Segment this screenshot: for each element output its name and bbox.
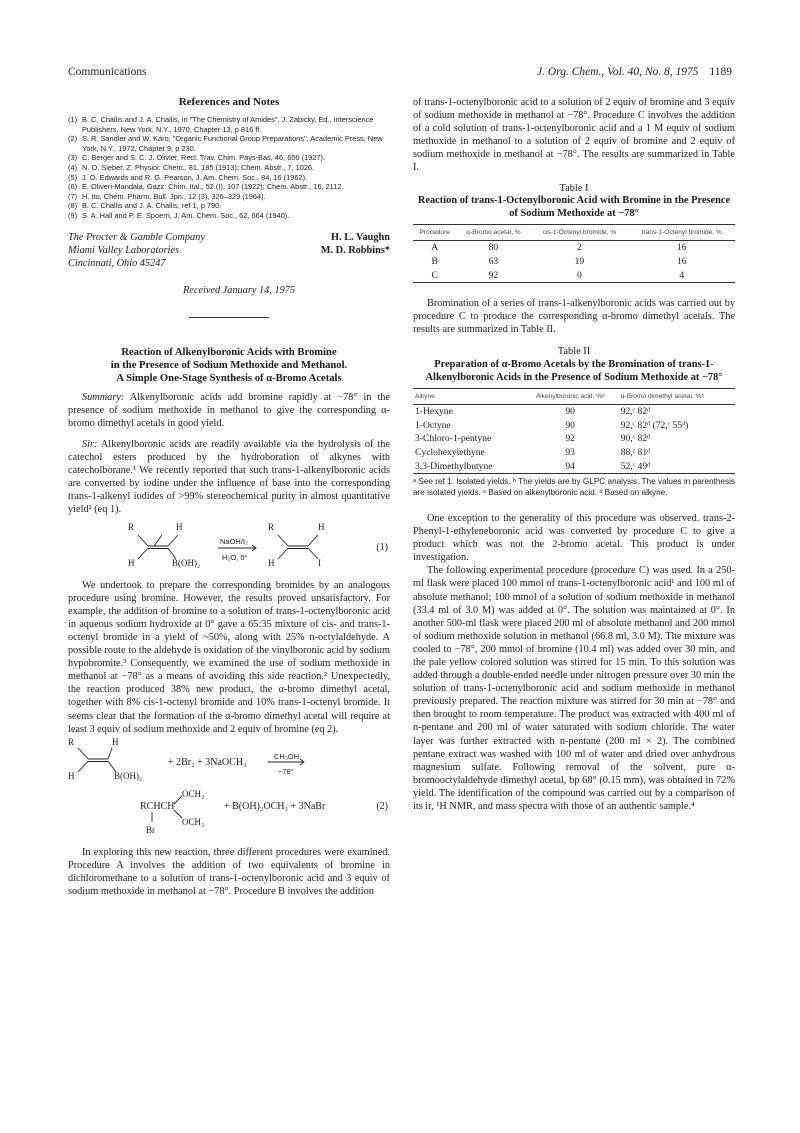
eq2-condition-bottom: −78° [278,766,294,776]
author-name: M. D. Robbins* [320,244,390,256]
table-2-grid [413,388,735,474]
reference-text: S. R. Sandler and W. Karo, "Organic Functional Group Preparations", Academic Press, New York, N.Y., 1972, Chapter 9, p 230. [82,134,383,153]
right-column [413,96,735,813]
table-1-grid [413,224,735,283]
table-row [413,405,735,419]
table-1-header-row [413,225,735,241]
left-column [68,96,390,898]
table1-column-header: Procedure [419,229,450,237]
table-2 [413,346,735,498]
eq1-boh2: B(OH)₂ [172,557,201,568]
eq1-h-bottom-left: H [128,557,135,568]
journal-citation: J. Org. Chem., Vol. 40, No. 8, 1975 [537,66,699,78]
reference-text: B. C. Challis and J. A. Challis, in "The Chemistry of Amides", J. Zabicky, Ed., Interscience Publishers, New York, N.Y., 1970, Chapter 13, p 816 ff. [82,115,374,134]
eq2-product: RCHCH [140,800,175,812]
eq2-h-bottom: H [68,770,75,781]
reference-number: (9) [68,211,78,221]
eq1-h-top-right: H [318,521,325,532]
institution-line: The Procter & Gamble Company [68,231,205,243]
sir-label: Sir: [82,439,98,450]
eq2-och3-top: OCH₃ [182,788,205,799]
table-cell: 93 [565,446,575,458]
table-cell: 92,ᶜ 82ᵈ (72,ᶜ 55ᵈ) [620,419,689,431]
title-line: A Simple One-Stage Synthesis of α-Bromo Acetals [116,372,342,384]
reference-number: (8) [68,201,78,211]
reference-number: (1) [68,115,78,125]
eq2-label: (2) [376,800,388,812]
running-head-left: Communications [68,66,147,78]
table2-column-header: Alkenylboronic acid, %ᵃ [535,393,605,401]
table-cell: B [431,255,438,267]
reference-item [68,211,390,221]
references-heading: References and Notes [178,96,280,108]
table-cell: 2 [576,242,582,254]
reference-text: S. A. Hall and P. E. Spoerri, J. Am. Chem. Soc., 62, 664 (1940). [82,211,290,221]
summary-paragraph [68,391,390,430]
reference-item [68,163,390,173]
table-cell: 1-Hexyne [415,406,453,418]
reference-item [68,153,390,163]
paragraph-experimental: The following experimental procedure (procedure C) was used. In a 250-ml flask were placed 100 mmol of trans-1-octenylboronic acid¹ and 100 ml of absolute methanol; 100 mmol of a solution of sodium methoxide in methanol (33.4 ml of 3.0 M) was added at 0°. The solution was maintained at 0°. In another 500-ml flask were placed 200 ml of absolute methanol and 200 mmol of sodium methoxide solution in methanol (66.8 ml, 3.0 M). The mixture was cooled to −78°, 200 mmol of bromine (10.4 ml) was added over 30 min, and the pale yellow colored solution was stirred for 15 min. To this solution was added through a double-ended needle under nitrogen pressure over 30 min the solution of trans-1-octenylboronic acid and sodium methoxide in methanol previously prepared. The reaction mixture was stirred for 30 min at −78° and then brought to room temperature. The product was extracted with 400 ml of n-pentane and 200 ml of water saturated with sodium chloride. The water layer was further extracted with n-pentane (200 ml × 2). The combined pentane extract was washed with 100 ml of water and dried over anhydrous magnesium sulfate. Following removal of the solvent, pure α-bromooctylaldehyde dimethyl acetal, bp 68° (0.15 mm), was obtained in 72% yield. The identification of the compound was carried out by a comparison of its ir, ¹H NMR, and mass spectra with those of an authentic sample.⁴ [413,565,735,813]
eq1-h-top-left: H [176,521,183,532]
eq1-condition-bottom: H₂O, 0° [222,552,248,562]
table-cell: C [431,269,438,281]
reference-item [68,201,390,211]
table-2-header-row [413,389,735,405]
table-cell: 92 [488,269,499,281]
eq2-reagents: + 2Br₂ + 3NaOCH₃ [168,756,247,768]
reference-text: C. Berger and S. C. J. Olivier, Recl. Trav. Chim. Pays-Bas, 46, 600 (1927). [82,153,326,163]
article-title [68,346,390,385]
equation-2 [68,738,390,842]
reference-item [68,173,390,183]
table-row [413,432,735,446]
eq1-r-left: R [128,521,135,532]
authors [321,231,390,270]
eq2-boh2: B(OH)₂ [114,770,143,781]
eq1-label: (1) [376,541,388,553]
paragraph-procedures: In exploring this new reaction, three different procedures were examined. Procedure A involves the addition of two equivalents of bromine in dichloromethane to a solution of trans-1-octenylboronic acid and 3 equiv of sodium methoxide in methanol at −78°. Procedure B involves the addition [68,846,390,897]
table1-column-header: cis-1-Octenyl bromide, % [542,229,617,237]
table-cell: 16 [676,242,687,254]
summary-text: Alkenylboronic acids add bromine rapidly at −78° in the presence of sodium methoxide in methanol to give the corresponding α-bromo dimethyl acetals in good yield. [68,391,390,429]
table-row [413,419,735,433]
intro-text: Alkenylboronic acids are readily available via the hydrolysis of the catechol esters produced by the hydroboration of alkynes with catecholborane.¹ We recently reported that such trans-1-alkenylboronic acids are converted by iodine under the influence of base into the corresponding trans-1-alkenyl iodides of >99% stereochemical purity in almost quantitative yield² (eq 1). [68,439,390,516]
institution [68,231,205,270]
equation-1 [68,521,390,573]
table-2-footnote: ᵃ See ref 1. Isolated yields. ᵇ The yields are by GLPC analysis. The values in parenthesis are isolated yields. ᶜ Based on alkenylboronic acid. ᵈ Based on alkyne. [413,477,735,497]
table-row [413,446,735,460]
table-cell: 1-Octyne [415,419,451,431]
table-1-caption [413,183,735,221]
table-cell: Cyclohexylethyne [415,446,485,458]
table-row [413,255,735,269]
reference-text: H. Ito, Chem. Pharm. Bull. Jpn., 12 (3), 326–329 (1964). [82,191,266,201]
table-2-caption [413,346,735,384]
table-2-description: Preparation of α-Bromo Acetals by the Bromination of trans-1-Alkenylboronic Acids in the Presence of Sodium Methoxide at −78° [425,359,723,383]
eq1-iodine: I [318,557,321,568]
reference-number: (4) [68,163,78,173]
affiliation-block [68,231,390,270]
table-cell: 80 [488,242,499,254]
table-cell: 52,ᶜ 49ᵈ [620,460,651,472]
eq2-h-top: H [112,736,119,747]
title-line: in the Presence of Sodium Methoxide and Methanol. [110,359,348,371]
eq1-h-bottom-right: H [268,557,275,568]
author-name: H. L. Vaughn [331,231,390,243]
table-cell: 90,ᶜ 82ᵈ [620,433,651,445]
table-cell: 92,ᶜ 82ᵈ [620,406,651,418]
table-cell: 90 [565,419,575,431]
table-1 [413,183,735,284]
reference-text: N. O. Sieber, Z. Physiol. Chem., 81, 185 (1913); Chem. Abstr., 7, 1026. [82,163,315,173]
table-row [413,241,735,255]
table2-column-header: Alkyne [415,393,435,401]
reference-number: (3) [68,153,78,163]
institution-line: Cincinnati, Ohio 45247 [68,257,166,269]
reference-text: E. Oliveri-Mandala, Gazz. Chim. Ital., 52 (I), 107 (1922); Chem. Abstr., 16, 2112. [82,182,344,192]
paragraph-bromination-attempt: We undertook to prepare the corresponding bromides by an analogous procedure using bromine. However, the results proved unsatisfactory. For example, the addition of bromine to a solution of trans-1-octenylboronic acid in aqueous sodium hydroxide at 0° gave a 65:35 mixture of cis- and trans-1-octenyl bromide in a yield of ~50%, along with 25% n-octylaldehyde. A possible route to the aldehyde is oxidation of the vinylboronic acid by sodium hypobromite.³ Consequently, we examined the use of sodium methoxide in methanol at −78° as a means of avoiding this side reaction.² Unexpectedly, the reaction produced 38% new product, the α-bromo dimethyl acetal, together with 8% cis-1-octenyl bromide and 10% trans-1-octenyl bromide. It seems clear that the formation of the α-bromo dimethyl acetal will require at least 3 equiv of sodium methoxide and 2 equiv of bromine (eq 2). [68,579,390,735]
intro-paragraph [68,438,390,517]
title-line: Reaction of Alkenylboronic Acids with Bromine [121,346,337,358]
reference-number: (6) [68,182,78,192]
eq2-r: R [68,736,75,747]
table-1-body [413,241,735,283]
paragraph-exception: One exception to the generality of this procedure was observed. trans-2-Phenyl-1-ethyleneboronic acid was converted by procedure C to give a product which was not the 2-bromo acetal. This product is under investigation. [413,512,735,564]
institution-line: Miami Valley Laboratories [68,244,179,256]
table-cell: 3-Chloro-1-pentyne [415,433,492,445]
eq2-br: Br [146,824,155,835]
table-cell: 90 [565,406,575,418]
reference-number: (2) [68,134,78,144]
eq2-och3-bottom: OCH₃ [182,816,205,827]
summary-label: Summary: [82,391,125,403]
table-cell: A [431,242,439,254]
table1-column-header: α-Bromo acetal, % [466,229,521,237]
table-cell: 4 [679,269,685,281]
running-head-right [537,66,732,78]
table-cell: 3,3-Dimethylbutyne [415,460,493,472]
table-cell: 0 [576,269,582,281]
eq1-r-right: R [268,521,275,532]
reference-number: (5) [68,172,78,182]
eq2-condition-top: CH₃OH [274,751,300,761]
table-cell: 92 [565,433,575,445]
table-cell: 63 [488,255,499,267]
table-cell: 16 [676,255,687,267]
eq1-condition-top: NaOH/I₂ [220,536,248,546]
table-2-body [413,405,735,474]
table-cell: 88,ᶜ 81ᵈ [620,446,651,458]
reference-text: B. C. Challis and J. A. Challis, ref 1, p 790. [82,201,222,211]
table-1-title: Table I [559,182,589,194]
reference-number: (7) [68,191,78,201]
table-cell: 19 [574,255,585,267]
reference-item [68,182,390,192]
page-number: 1189 [709,66,732,78]
section-divider [189,317,269,318]
table-1-description: Reaction of trans-1-Octenylboronic Acid with Bromine in the Presence of Sodium Methoxide at −78° [417,195,731,219]
table1-column-header: trans-1-Octenyl bromide, % [641,229,722,237]
reference-text: J. O. Edwards and R. G. Pearson, J. Am. Chem. Soc., 84, 16 (1962). [82,172,308,182]
equation-2-structure [68,738,390,842]
references-list [68,115,390,221]
table-2-title: Table II [557,346,591,358]
received-date: Received January 14, 1975 [182,284,296,296]
reference-item [68,115,390,134]
paragraph-procedures-cont: of trans-1-octenylboronic acid to a solution of 2 equiv of bromine and 3 equiv of sodium methoxide in methanol at −78°. Procedure C involves the addition of a cold solution of trans-1-octenylboronic acid and a 1 M equiv of sodium methoxide in methanol to a solution of 2 equiv of bromine and 2 equiv of sodium methoxide in methanol at −78°. The results are summarized in Table I. [413,97,735,174]
paragraph-series: Bromination of a series of trans-1-alkenylboronic acids was carried out by procedure C to produce the corresponding α-bromo dimethyl acetals. The results are summarized in Table II. [413,298,735,336]
reference-item [68,192,390,202]
eq2-byproducts: + B(OH)₂OCH₃ + 3NaBr [224,800,326,812]
table-row [413,460,735,474]
reference-item [68,134,390,153]
table-cell: 94 [565,460,575,472]
table2-column-header: α-Bromo dimethyl acetal, %ᵇ [620,393,704,401]
table-row [413,269,735,283]
